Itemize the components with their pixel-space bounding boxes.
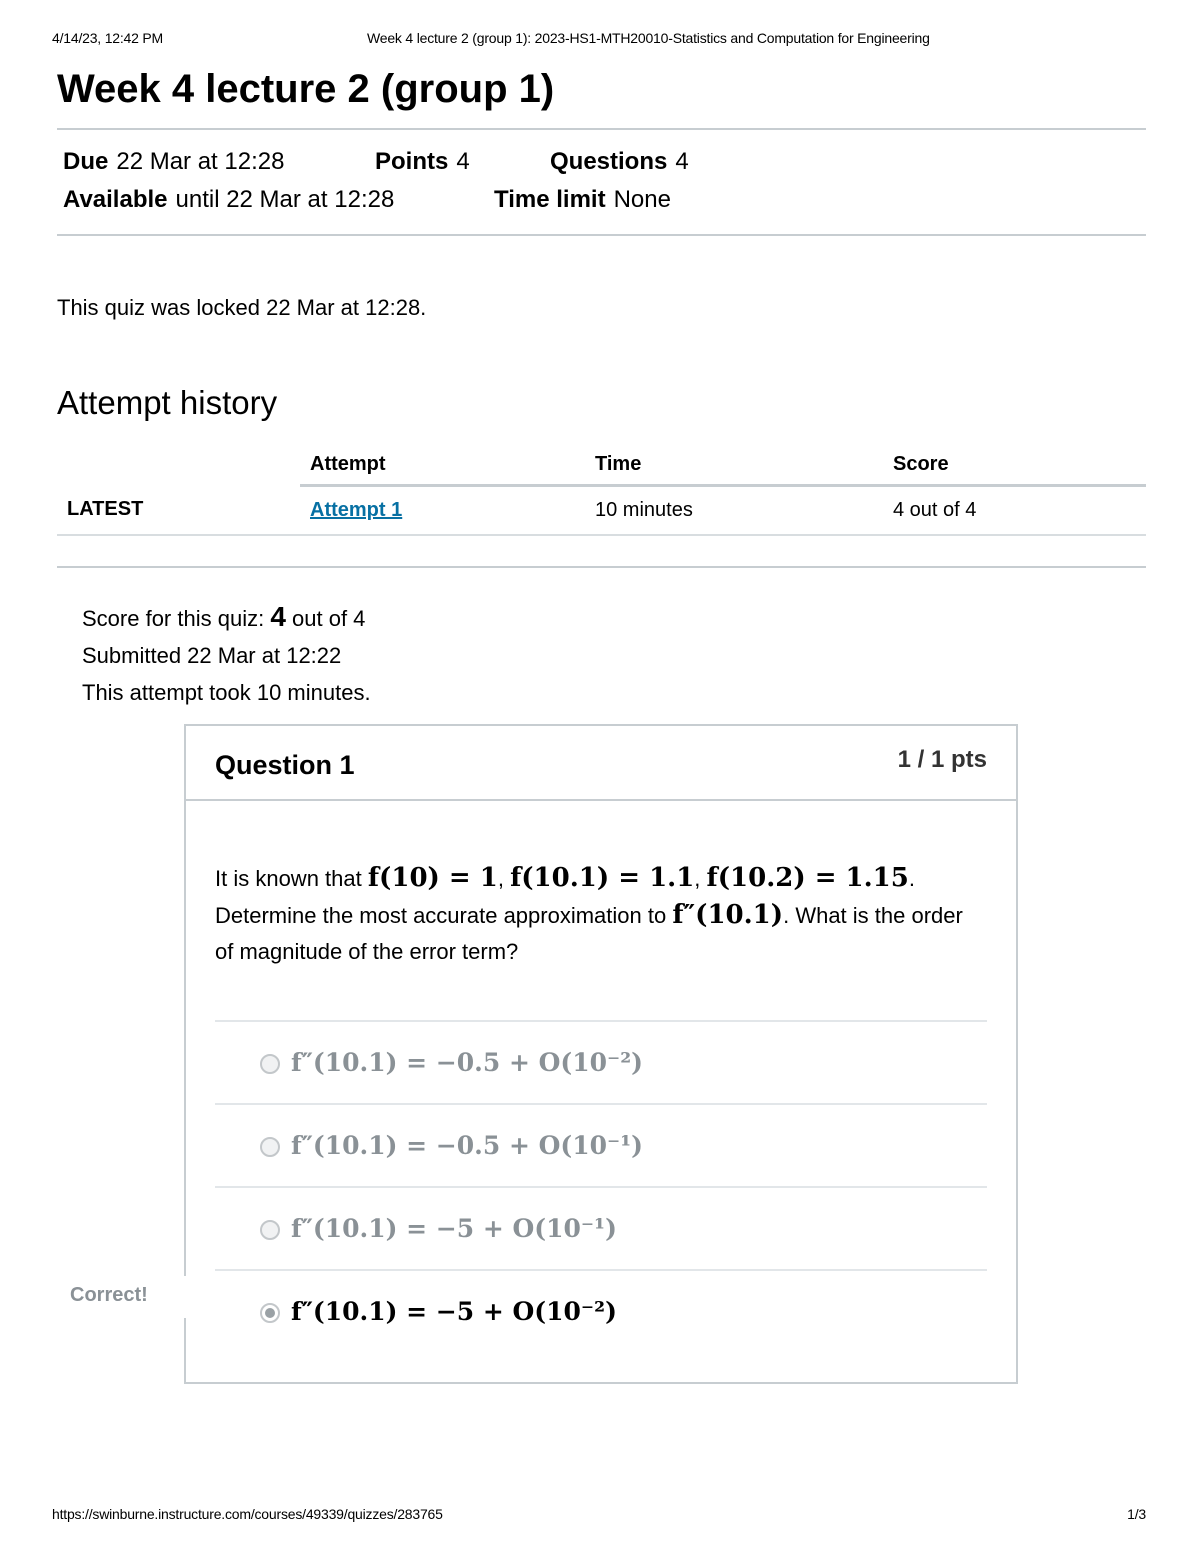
equation: f(10.2) = 1.15 [706,863,909,893]
submitted-time: Submitted 22 Mar at 12:22 [82,643,342,668]
available-detail: Available until 22 Mar at 12:28 [63,186,395,213]
attempt-history-table [57,444,1146,536]
answer-option[interactable] [215,1103,987,1186]
questions-detail: Questions 4 [550,148,689,175]
answer-text: f″(10.1) = −0.5 + O(10⁻²) [291,1048,643,1077]
attempt-score: 4 out of 4 [883,486,1146,536]
radio-button[interactable] [260,1137,280,1157]
question-text: It is known that f(10) = 1, f(10.1) = 1.1, f(10.2) = 1.15. Determine the most accurate approximation to f″(10.1). What is the order of magnitude of the error term? [215,863,963,964]
attempt-1-link[interactable]: Attempt 1 [310,499,403,521]
print-page-title: Week 4 lecture 2 (group 1): 2023-HS1-MTH20010-Statistics and Computation for Engineering [367,30,930,46]
latest-label: LATEST [57,486,300,536]
page-url: https://swinburne.instructure.com/courses/49339/quizzes/283765 [52,1506,443,1522]
answer-option-selected[interactable] [215,1269,987,1352]
question-title: Question 1 [215,750,355,780]
question-header [186,726,1016,801]
answer-text: f″(10.1) = −5 + O(10⁻²) [291,1297,617,1326]
answer-list [215,1020,987,1352]
answer-text: f″(10.1) = −0.5 + O(10⁻¹) [291,1131,643,1160]
column-header: Time [585,444,883,486]
question-points: 1 / 1 pts [897,746,987,773]
radio-button-selected[interactable] [260,1303,280,1323]
page-number: 1/3 [1127,1506,1146,1522]
radio-button[interactable] [260,1054,280,1074]
answer-option[interactable] [215,1020,987,1103]
attempt-duration: This attempt took 10 minutes. [82,680,371,705]
table-row [57,486,1146,536]
print-date: 4/14/23, 12:42 PM [52,30,164,46]
equation: f(10.1) = 1.1 [510,863,695,893]
radio-button[interactable] [260,1220,280,1240]
question-card [184,724,1018,1384]
due-detail: Due 22 Mar at 12:28 [63,148,285,175]
time-limit-detail: Time limit None [494,186,671,213]
locked-message: This quiz was locked 22 Mar at 12:28. [57,295,427,320]
score-value: 4 [270,601,286,632]
attempt-time: 10 minutes [585,486,883,536]
attempt-history-heading: Attempt history [57,384,278,421]
equation: f″(10.1) [672,900,784,930]
correct-answer-tag: Correct! [70,1284,148,1306]
quiz-summary [82,598,371,711]
answer-option[interactable] [215,1186,987,1269]
divider [57,234,1146,236]
quiz-title: Week 4 lecture 2 (group 1) [57,67,555,111]
divider [57,566,1146,568]
column-header: Score [883,444,1146,486]
column-header: Attempt [300,444,585,486]
quiz-score: Score for this quiz: 4 out of 4 [82,601,366,632]
points-detail: Points 4 [375,148,470,175]
quiz-content [57,62,1146,705]
answer-text: f″(10.1) = −5 + O(10⁻¹) [291,1214,617,1243]
equation: f(10) = 1 [367,863,498,893]
quiz-details [57,130,1146,234]
